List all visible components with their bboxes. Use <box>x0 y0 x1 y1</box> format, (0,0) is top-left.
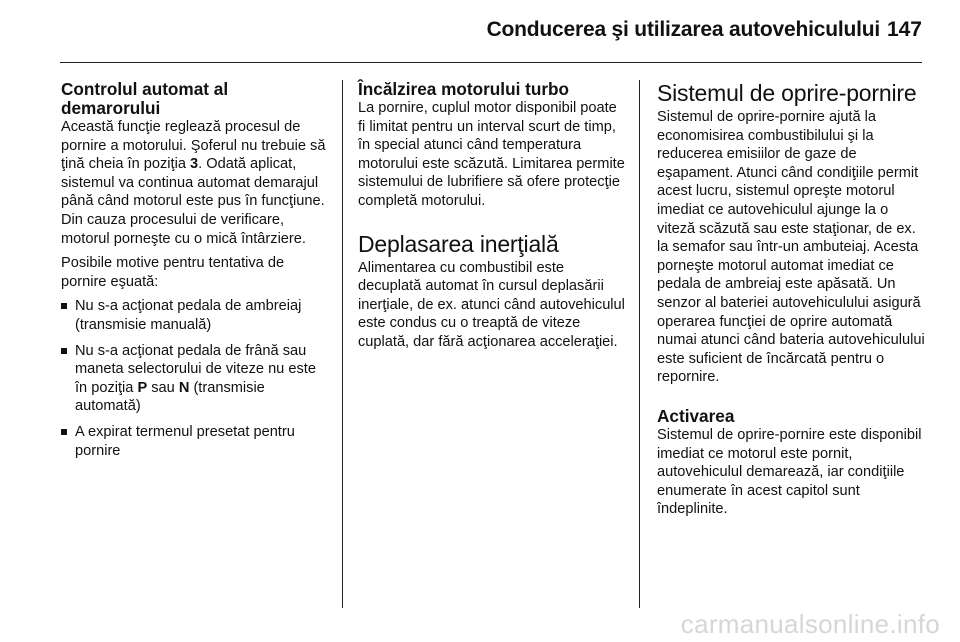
column-2 <box>358 80 628 358</box>
section-title-stop-start: Sistemul de oprire-pornire <box>657 80 917 106</box>
key-position-3: 3 <box>190 156 199 173</box>
section-heading-starter: Controlul automat al demarorului <box>61 79 229 118</box>
list-item <box>61 297 329 334</box>
spacer <box>358 217 628 231</box>
paragraph-activation: Sistemul de oprire-pornire este disponibil imediat ce motorul este pornit, autovehiculul demarează, iar condiţiile enumerate în acest capitol sunt îndeplinite. <box>657 426 922 518</box>
chapter-title: Conducerea şi utilizarea autovehiculului <box>486 18 880 41</box>
paragraph-starter-description <box>61 118 329 248</box>
section-heading-activation: Activarea <box>657 405 735 426</box>
text-run: (transmisie automată) <box>75 379 265 415</box>
bullet-icon <box>61 303 67 309</box>
column-3 <box>657 80 927 525</box>
column-divider-1 <box>342 80 343 608</box>
section-title-coasting: Deplasarea inerţială <box>358 230 559 257</box>
list-item <box>61 342 329 416</box>
paragraph-coasting: Alimentarea cu combustibil este decuplată automat în cursul deplasării inerţiale, de ex. atunci când autovehiculul este condus cu o treaptă de viteze cuplată, dar fără acţionarea acceleraţiei. <box>358 259 625 350</box>
section-heading-turbo: Încălzirea motorului turbo <box>358 79 570 99</box>
column-1 <box>61 80 329 467</box>
bullet-icon <box>61 348 67 354</box>
gear-position-p: P <box>137 379 148 396</box>
list-item <box>61 423 329 460</box>
list-item-text: A expirat termenul presetat pentru pornire <box>75 423 295 459</box>
paragraph-failure-reasons: Posibile motive pentru tentativa de pornire eşuată: <box>61 255 285 290</box>
text-run: . Odată aplicat, sistemul va continua automat demarajul până când motorul este pus în funcţiune. Din cauza procesului de verificare, motorul porneşte cu o mică întârziere. <box>61 156 325 247</box>
watermark: carmanualsonline.info <box>680 609 940 639</box>
header-divider <box>60 62 922 63</box>
page-header <box>0 0 960 62</box>
list-item-text: Nu s-a acţionat pedala de ambreiaj (transmisie manuală) <box>75 298 302 333</box>
failure-reasons-list <box>61 297 329 460</box>
column-divider-2 <box>639 80 640 608</box>
paragraph-stop-start: Sistemul de oprire-pornire ajută la economisirea combustibilului şi la reducerea emisiilor de gaze de eşapament. Atunci când condiţiile permit acest lucru, sistemul opreşte motorul imediat ce autovehiculul ajunge la o viteză scăzută sau este staţionar, de ex. la semafor sau într-un ambuteiaj. Acesta porneşte motorul automat imediat ce pedala de ambreiaj este apăsată. Un senzor al bateriei autovehiculului asigură operarea funcţiei de oprire automată numai atunci când bateria autovehiculului este suficient de încărcată pentru o repornire. <box>657 109 925 386</box>
gear-position-n: N <box>178 379 190 396</box>
list-item-text: Nu s-a acţionat pedala de frână sau maneta selectorului de viteze nu este în poziţia <box>75 342 316 396</box>
text-run: Această funcţie reglează procesul de pornire a motorului. Şoferul nu trebuie să ţină cheia în poziţia <box>61 119 326 173</box>
page-number: 147 <box>886 18 922 41</box>
bullet-icon <box>61 429 67 435</box>
spacer <box>657 393 927 407</box>
text-run: sau <box>147 379 179 396</box>
paragraph-turbo: La pornire, cuplul motor disponibil poate fi limitat pentru un interval scurt de timp, în special atunci când temperatura motorului este scăzută. Limitarea permite sistemului de lubrifiere să ofere protecţie completă motorului. <box>358 100 625 209</box>
